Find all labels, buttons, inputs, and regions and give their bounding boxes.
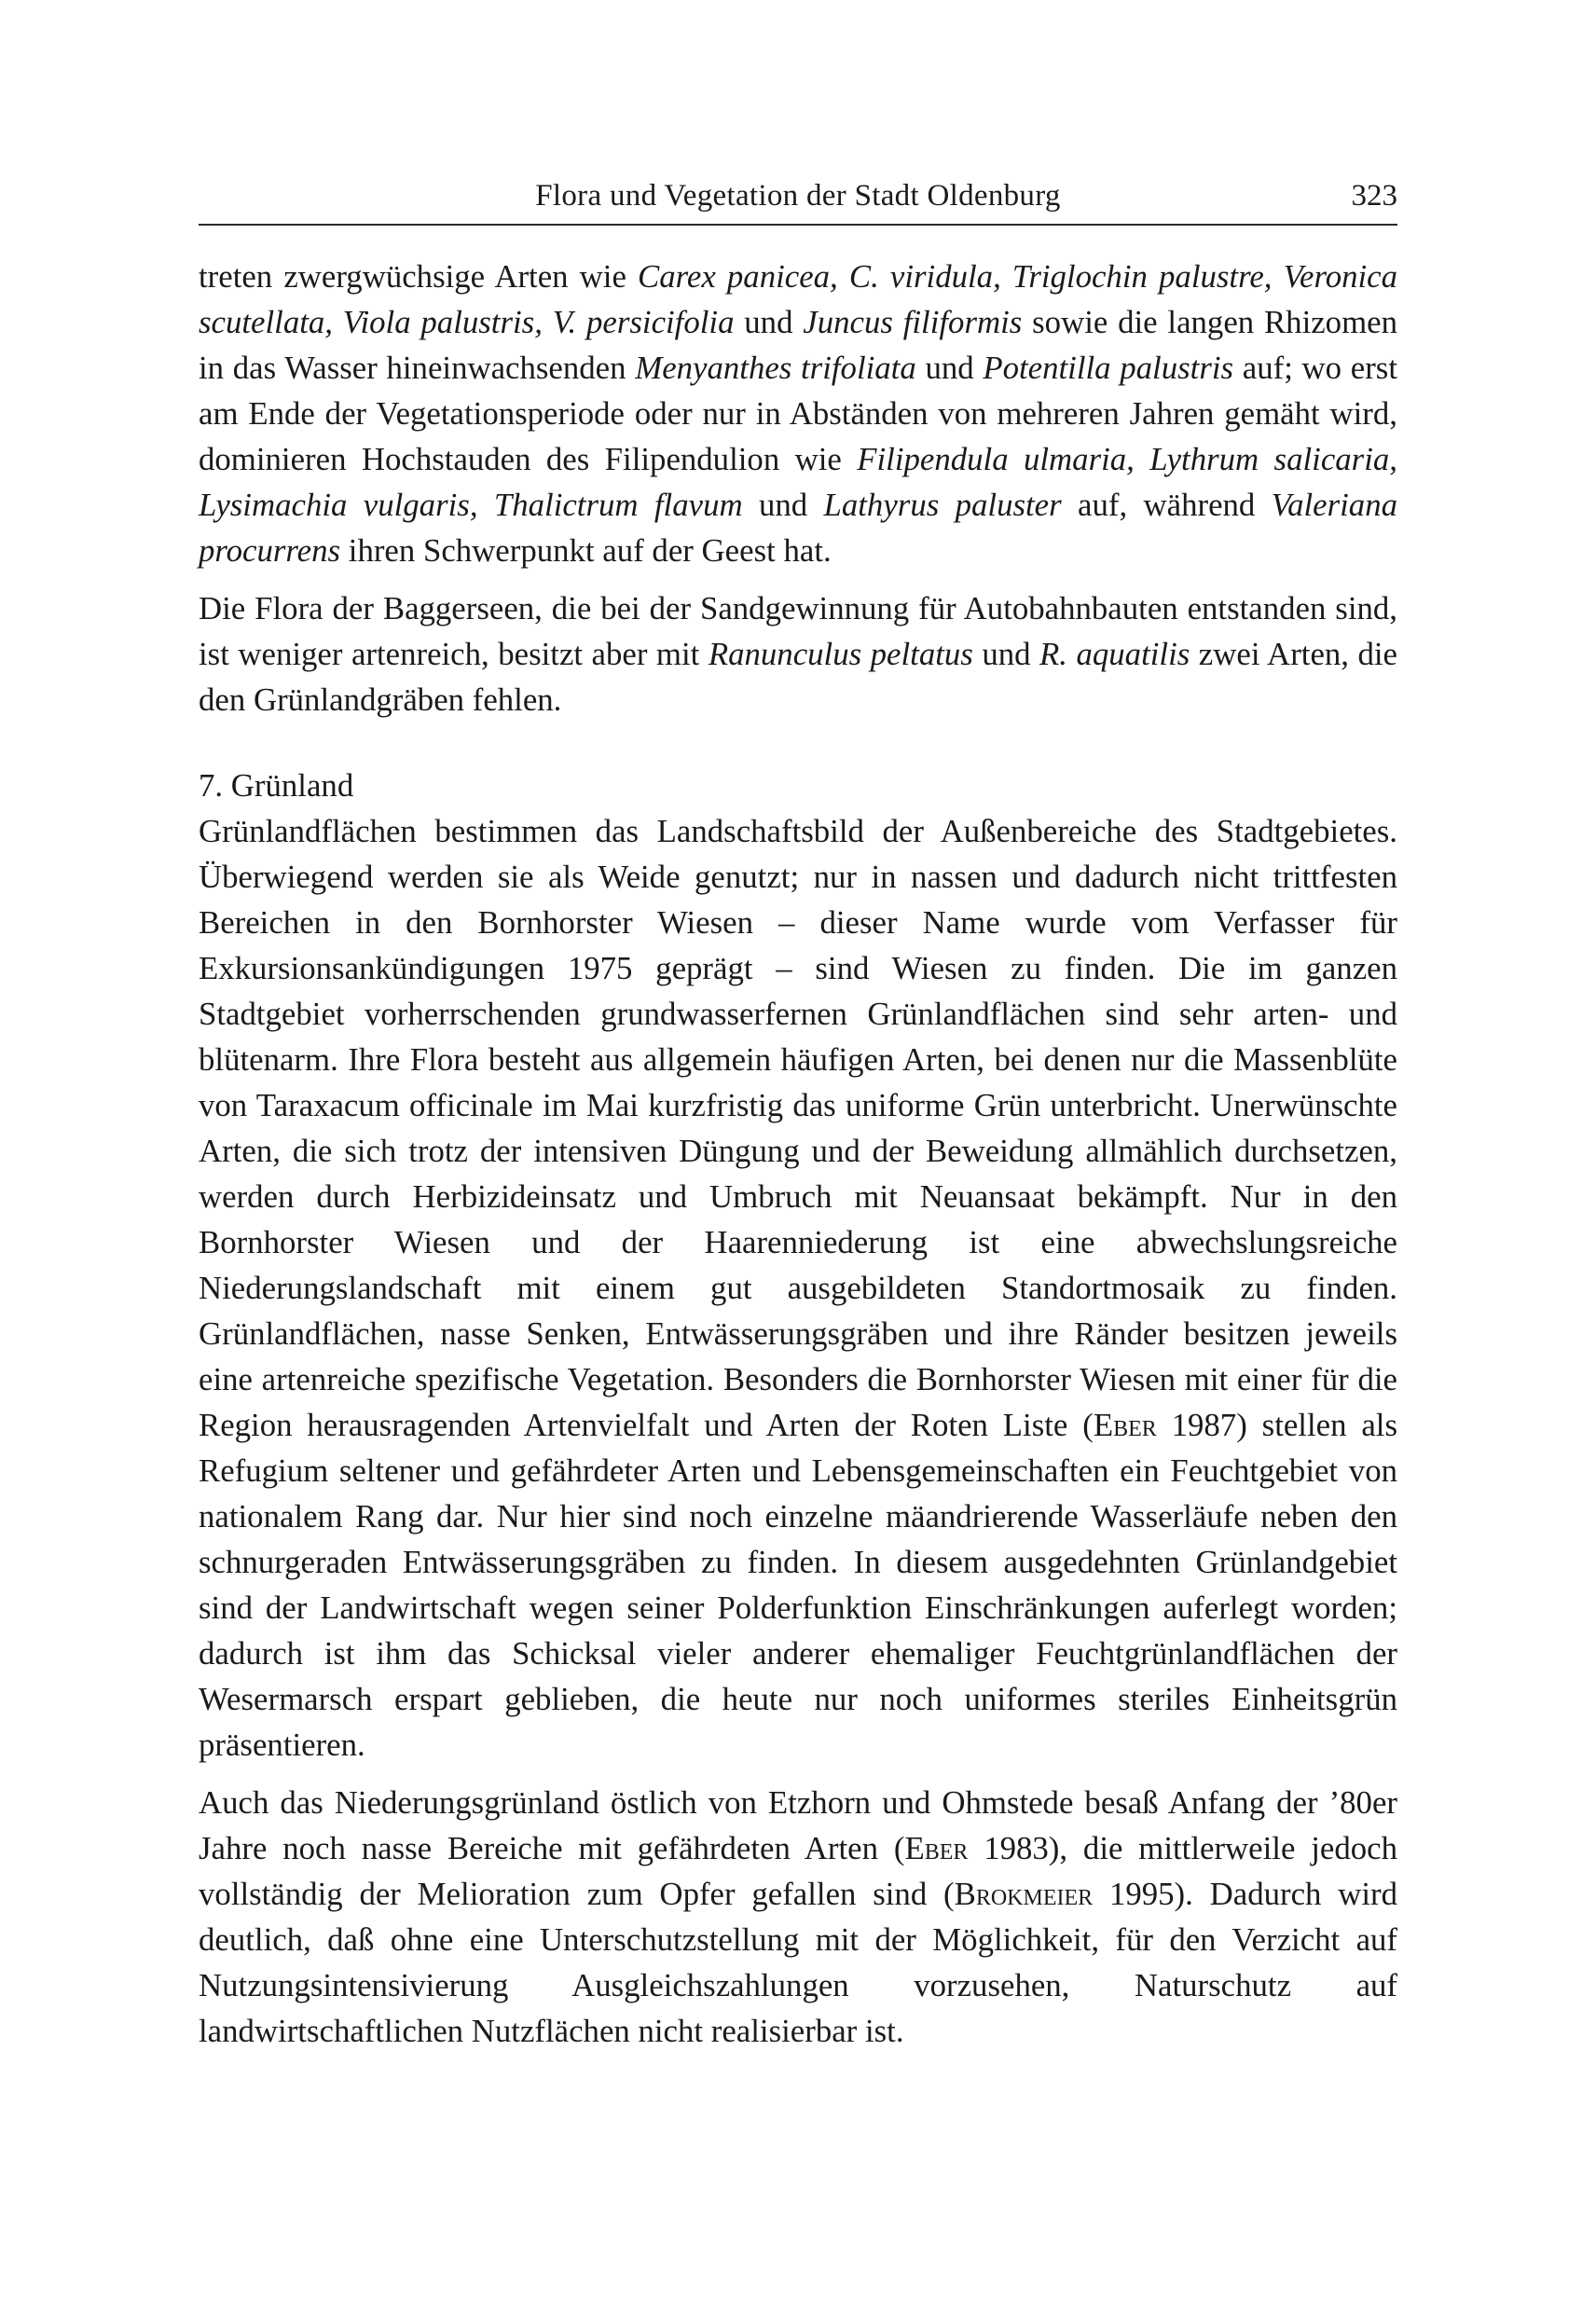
text-run: ihren Schwerpunkt auf der Geest hat. [340, 532, 832, 569]
running-title: Flora und Vegetation der Stadt Oldenburg [535, 179, 1061, 213]
text-run: zwei Arten, die den Grünlandgräben fehlen. [199, 636, 1397, 718]
section-heading: 7. Grünland [199, 767, 354, 804]
paragraph-3 [199, 808, 1397, 1768]
text-run: auf, während [1061, 487, 1272, 523]
author-citation: Eber [1093, 1407, 1157, 1443]
text-run: und [734, 304, 804, 340]
paragraph-1 [199, 254, 1397, 573]
species-name: Carex panicea, C. viridula, Triglochin palustre, Veronica scutellata, Viola palustris, V. persicifolia [199, 258, 1398, 340]
text-run: und [972, 636, 1040, 672]
text-run: 1983), die mittlerweile jedoch vollständig der Melioration zum Opfer gefallen sind ( [199, 1830, 1397, 1912]
text-run: auf; wo erst am Ende der Vegetationsperiode oder nur in Abständen von mehreren Jahren gemäht wird, dominieren Hochstauden des Filipendulion wie [199, 350, 1397, 477]
running-head [199, 177, 1397, 226]
author-citation: Brokmeier [954, 1876, 1094, 1912]
text-run: und [915, 350, 984, 386]
text-run: Auch das Niederungsgrünland östlich von Etzhorn und Ohmstede besaß Anfang der ’80er Jahre noch nasse Bereiche mit gefährdeten Arten ( [199, 1784, 1397, 1866]
text-run: 1987) stellen als Refugium seltener und gefährdeter Arten und Lebensgemeinschaften ein Feuchtgebiet von nationalem Rang dar. Nur hier sind noch einzelne mäandrierende Wasserläufe neben den schnurgeraden Entwässerungsgräben zu finden. In diesem ausgedehnten Grünlandgebiet sind der Landwirtschaft wegen seiner Polderfunktion Einschränkungen auferlegt worden; dadurch ist ihm das Schicksal vieler anderer ehemaliger Feuchtgrünlandflächen der Wesermarsch erspart geblieben, die heute nur noch uniformes steriles Einheitsgrün präsentieren. [199, 1407, 1398, 1763]
text-run: 1995). Dadurch wird deutlich, daß ohne eine Unterschutzstellung mit der Möglichkeit, für den Verzicht auf Nutzungsintensivierung Ausgleichszahlungen vorzusehen, Naturschutz auf landwirtschaftlichen Nutzflächen nicht realisierbar ist. [199, 1876, 1397, 2049]
species-name: Menyanthes trifoliata [635, 350, 916, 386]
body-text [199, 254, 1397, 2054]
text-run: und [742, 487, 824, 523]
paragraph-4 [199, 1780, 1397, 2054]
text-run: sowie die langen Rhizomen in das Wasser hineinwachsenden [199, 304, 1397, 386]
species-name: Ranunculus peltatus [708, 636, 973, 672]
species-name: R. aquatilis [1039, 636, 1190, 672]
author-citation: Eber [904, 1830, 969, 1866]
species-name: Lathyrus paluster [823, 487, 1062, 523]
text-run: treten zwergwüchsige Arten wie [199, 258, 639, 295]
text-run: Die Flora der Baggerseen, die bei der Sandgewinnung für Autobahnbauten entstanden sind, ist weniger artenreich, besitzt aber mit [199, 590, 1397, 672]
book-page [199, 177, 1397, 2054]
species-name: Juncus filiformis [803, 304, 1023, 340]
species-name: Filipendula ulmaria, Lythrum salicaria, Lysimachia vulgaris, Thalictrum flavum [199, 441, 1397, 523]
text-run: Grünlandflächen bestimmen das Landschaftsbild der Außenbereiche des Stadtgebietes. Überwiegend werden sie als Weide genutzt; nur in nassen und dadurch nicht trittfesten Bereichen in den Bornhorster Wiesen – dieser Name wurde vom Verfasser für Exkursionsankündigungen 1975 geprägt – sind Wiesen zu finden. Die im ganzen Stadtgebiet vorherrschenden grundwasserfernen Grünlandflächen sind sehr arten- und blütenarm. Ihre Flora besteht aus allgemein häufigen Arten, bei denen nur die Massenblüte von Taraxacum officinale im Mai kurzfristig das uniforme Grün unterbricht. Unerwünschte Arten, die sich trotz der intensiven Düngung und der Beweidung allmählich durchsetzen, werden durch Herbizideinsatz und Umbruch mit Neuansaat bekämpft. Nur in den Bornhorster Wiesen und der Haarenniederung ist eine abwechslungsreiche Niederungslandschaft mit einem gut ausgebildeten Standortmosaik zu finden. Grünlandflächen, nasse Senken, Entwässerungsgräben und ihre Ränder besitzen jeweils eine artenreiche spezifische Vegetation. Besonders die Bornhorster Wiesen mit einer für die Region herausragenden Artenvielfalt und Arten der Roten Liste ( [199, 813, 1397, 1443]
page-number: 323 [1351, 179, 1397, 213]
species-name: Valeriana procurrens [199, 487, 1397, 569]
paragraph-2 [199, 585, 1397, 722]
species-name: Potentilla palustris [983, 350, 1234, 386]
